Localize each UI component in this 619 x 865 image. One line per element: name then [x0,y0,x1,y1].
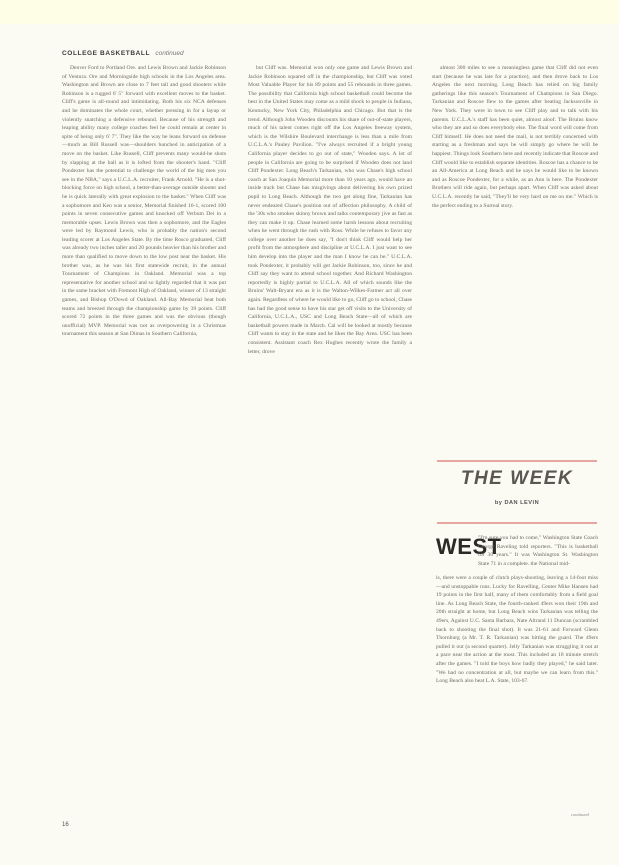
article-column-3 [432,64,598,434]
top-margin-band [0,0,619,24]
the-week-body-text: is, there were a couple of clutch plays-shooting, leaving a 14-foot miss—and unstoppable runs. Lucky for Ravelling, Center Mike Hansen had 19 points in the first half, many of them comfortably from a field goal line. As Long Beach State, the fourth-ranked 49ers won their 19th and 20th straight at home, but Long Beach wins Tarkanian was telling the 49ers, Against U.C. Santa Barbara, Nate Altrand 11 Duncan (scrambled back to shooting the final shot). It was 21-61 and Forward Glenn Thornburg (a Mr. T. R. Tarkanian) was hitting the guard. The 49ers pulled it out (a second quarter). Jelly Tarkanian was struggling it out at a pace near the action at the most. This included an 18 minute stretch after the games. "I told the boys how badly they played," he said later. "We had no concentration at all, but maybe we can learn from this." Long Beach also beat L.A. State, 103-67. [436,575,598,685]
the-week-title: THE WEEK [460,468,574,489]
column-3-text: almost 300 miles to see a meaningless game that Cliff did not even start (because he was late for a practice), and then drove back to Los Angeles the next morning. Long Beach has relied on big family gatherings like this season's Tournament of Champions in San Diego. Tarkanian and Roscoe flew to the games after beating Jacksonville in New York. They were in town to see Cliff play and to talk with his parents. U.C.L.A.'s staff has been quiet, almost aloof. The Bruins know who they are and so does everybody else. The final word will come from Cliff himself. He does not need the mail, is not terribly concerned with starting as a freshman and says he will simply go where he will be happiest. Things look Southern here and recently indicate that Roscoe and Cliff would like to establish separate identities. Roscoe has a chance to be an All-America at Long Beach and he says he would like to be known and as Roscoe Pondexter, for a while, as an Ann is here. The Pondexter Brothers will ride again, but perhaps apart. When Cliff was asked about U.C.L.A. recently he said, "They'll be very hard on me on me." Which is the perfect ending to a Surreal story. [432,65,598,209]
section-header [62,50,262,60]
the-week-heading-box [437,460,597,524]
column-2-text: but Cliff was. Memorial won only one game and Lewis Brown and Jackie Robinson squared off in the championship, but Cliff was voted Most Valuable Player for his 89 points and 55 rebounds in three games. The possibility that California high school basketball could become the best in the United States may come as a mild shock to people in Indiana, Kentucky, New York City, Philadelphia and Chicago. But that is the trend. Although John Wooden discounts his share of out-of-state players, much of his talent comes right off the Los Angeles freeway system, which is the Wilshire Boulevard interchange is less than a mile from U.C.L.A.'s Pauley Pavilion. "I've always recruited if a bright young California player decides to go out of state," Wooden says. A lot of people in California are going to be surprised if Wooden does not land Cliff Pondexter. Long Beach's Tarkanian, who was Chase's high school coach at San Joaquin Memorial more than 10 years ago, would have an inside track but Chase has misgivings about delivering his own prized pupil to Long Beach. Although the two get along fine, Tarkanian has never endeared Chase's position out of affection philosophy. A child of the '30s who smokes skinny brown and talks contemporary jive as fast as they can make it up. Chase learned some harsh lessons about recruiting when he went through the rush with Ross. While he refuses to favor any college over another he does say, "I don't think Cliff would help her profit from the atmosphere and discipline at U.C.L.A. I just want to see him develop into the player and the man I know he can be." U.C.L.A. took Pondexter, it probably will get Jackie Robinson, too, since he and Cliff say they want to attend school together. And Richard Washington reportedly is highly partial to U.C.L.A. All of which sounds like the Bruins' Walt-Bryant era as it is the Walton-Wilkes-Farmer act all over again. Regardless of where he would like to go, Cliff go to school, Chase has had the good sense to have his star get off visits to the University of California, U.C.L.A., USC and Long Beach State—all of which are basketball powers made in March. Cal will be looked at mostly because Cliff wants to stay in the state and he likes the Bay Area. USC has been consistent. Assistant coach Rex Hughes recently wrote the family a letter, drove [248,65,412,355]
the-week-body [436,574,598,819]
region-lead-word: WEST [436,534,502,559]
page-number: 16 [62,822,69,828]
article-column-2 [248,64,412,819]
section-title: COLLEGE BASKETBALL [62,50,150,57]
the-week-lead-text [478,534,598,574]
continued-note: continued [571,812,589,817]
the-week-lead-paragraph: "I'm sure you had to come," Washington State Coach George Raveling told reporters. "This is basketball for 30 years." It was Washington St. Washington State 71 in a complete. the National mid- [478,535,598,567]
article-column-1 [62,64,226,819]
section-continued: continued [155,50,184,57]
the-week-byline: by DAN LEVIN [494,500,540,506]
column-1-text: Denver Ford to Portland Ore. and Lewis Brown and Jackie Robinson of Ventura. Ore and Morningside high schools in the Los Angeles area. Washington and Brown are close to 7 feet tall and good shooters while Robinson is a rugged 6' 5" forward with excellent moves to the basket. Cliff's game is all-round and intimidating. Both his six NCA defenses and he dominates the whole court, whether pressing in for a layup or violently snatching a defensive rebound. Because of his strength and leaping ability many college coaches feel he could remain at center in spite of being only 6' 7". They like the way he leans forward on defense—much as Bill Russell was—shoulders hunched in anticipation of a move on the basket. Like Russell, Cliff prevents many would-be shots by slapping at the ball as it is lofted from the shooter's hand. "Cliff Pondexter has the potential to challenge the world of the big men you see in the NBA," says a U.C.L.A. recruiter, Frank Arnold. "He is a shot-blocking force on high school, a better-than-average outside shooter and he is quick laterally with great explosion to the basket." When Cliff was a sophomore and Ken was a senior, Memorial finished 16-1, scored 100 points in seven consecutive games and knocked off Verbum Dei in a memorable upset. Lewis Brown was then a sophomore, and the Eagles were led by Raymond Lewis, who is probably the nation's second leading scorer at Los Angeles State. By the time Rosco graduated, Cliff was already two inches taller and 20 pounds heavier than his brother and more than qualified to move down to the low post near the basket. His brother was, as he was his first statewide recruit, in the annual Tournament of Champions in Oakland. Memorial was a top representative for another school and so lightly regarded that it was put in the same bracket with Fremont High of Oakland, winner of 13 straight games, and Bishop O'Dowd of Oakland. All-Bay Memorial beat both teams and breezed through the championship game by 39 points. Cliff scored 72 points in the three games and was the obvious (though unofficial) MVP. Memorial was not as overpowering in a Christmas tournament this season at San Dimas in Southern California, [62,65,226,338]
